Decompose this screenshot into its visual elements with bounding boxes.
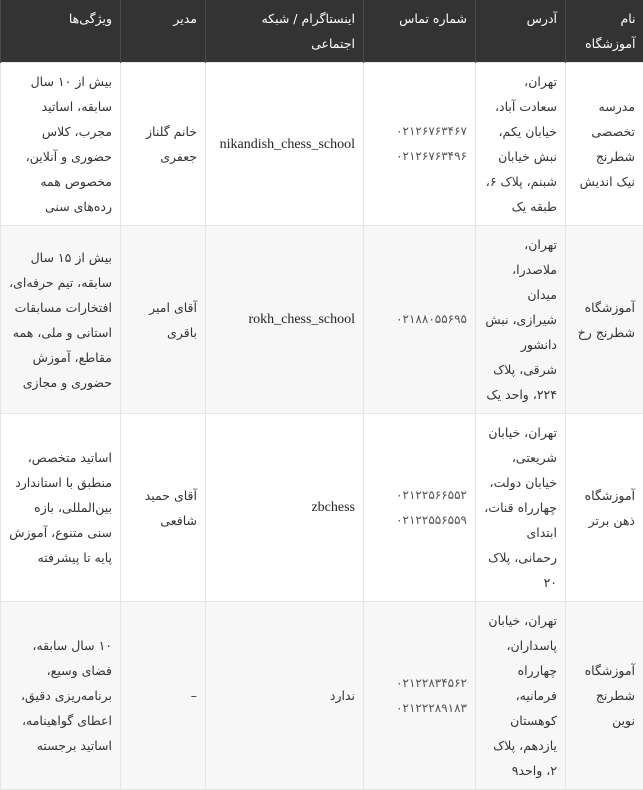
phone-number: ۰۲۱۲۲۵۶۶۵۵۲ <box>372 483 467 508</box>
school-manager: آقای امیر باقری <box>121 226 206 414</box>
phone-number: ۰۲۱۸۸۰۵۵۶۹۵ <box>372 307 467 332</box>
school-manager: آقای حمید شافعی <box>121 414 206 602</box>
school-instagram: nikandish_chess_school <box>206 63 364 226</box>
table-row <box>1 63 643 226</box>
school-phone <box>364 602 476 790</box>
school-name: آموزشگاه شطرنج رخ <box>566 226 643 414</box>
phone-number: ۰۲۱۲۶۷۶۳۴۹۶ <box>372 144 467 169</box>
school-address: تهران، خیابان شریعتی، خیابان دولت، چهارراه قنات، ابتدای رحمانی، پلاک ۲۰ <box>476 414 566 602</box>
school-name: آموزشگاه ذهن برتر <box>566 414 643 602</box>
phone-number: ۰۲۱۲۲۵۵۶۵۵۹ <box>372 508 467 533</box>
school-instagram: rokh_chess_school <box>206 226 364 414</box>
school-features: بیش از ۱۰ سال سابقه، اساتید مجرب، کلاس حضوری و آنلاین، مخصوص همه رده‌های سنی <box>1 63 121 226</box>
header-features: ویژگی‌ها <box>1 0 121 63</box>
school-instagram: ندارد <box>206 602 364 790</box>
school-manager: – <box>121 602 206 790</box>
header-address: آدرس <box>476 0 566 63</box>
phone-number: ۰۲۱۲۲۲۸۹۱۸۳ <box>372 696 467 721</box>
header-phone: شماره تماس <box>364 0 476 63</box>
header-manager: مدیر <box>121 0 206 63</box>
school-name: آموزشگاه شطرنج نوین <box>566 602 643 790</box>
table-row <box>1 602 643 790</box>
school-features: اساتید متخصص، منطبق با استاندارد بین‌المللی، بازه سنی متنوع، آموزش پایه تا پیشرفته <box>1 414 121 602</box>
table-row <box>1 414 643 602</box>
school-manager: خانم گلناز جعفری <box>121 63 206 226</box>
school-features: بیش از ۱۵ سال سابقه، تیم حرفه‌ای، افتخارات مسابقات استانی و ملی، همه مقاطع، آموزش حضوری و مجازی <box>1 226 121 414</box>
school-phone <box>364 414 476 602</box>
school-address: تهران، ملاصدرا، میدان شیرازی، نبش دانشور شرقی، پلاک ۲۲۴، واحد یک <box>476 226 566 414</box>
school-features: ۱۰ سال سابقه، فضای وسیع، برنامه‌ریزی دقیق، اعطای گواهینامه، اساتید برجسته <box>1 602 121 790</box>
school-phone <box>364 226 476 414</box>
school-address: تهران، سعادت آباد، خیابان یکم، نبش خیابان شبنم، پلاک ۶، طبقه یک <box>476 63 566 226</box>
school-address: تهران، خیابان پاسداران، چهارراه فرمانیه، کوهستان یازدهم، پلاک ۲، واحد۹ <box>476 602 566 790</box>
phone-number: ۰۲۱۲۶۷۶۳۴۶۷ <box>372 119 467 144</box>
header-name: نام آموزشگاه <box>566 0 643 63</box>
school-phone <box>364 63 476 226</box>
phone-number: ۰۲۱۲۲۸۳۴۵۶۲ <box>372 671 467 696</box>
school-instagram: zbchess <box>206 414 364 602</box>
header-instagram: اینستاگرام / شبکه اجتماعی <box>206 0 364 63</box>
school-name: مدرسه تخصصی شطرنج نیک اندیش <box>566 63 643 226</box>
table-header-row <box>1 0 643 63</box>
table-row <box>1 226 643 414</box>
